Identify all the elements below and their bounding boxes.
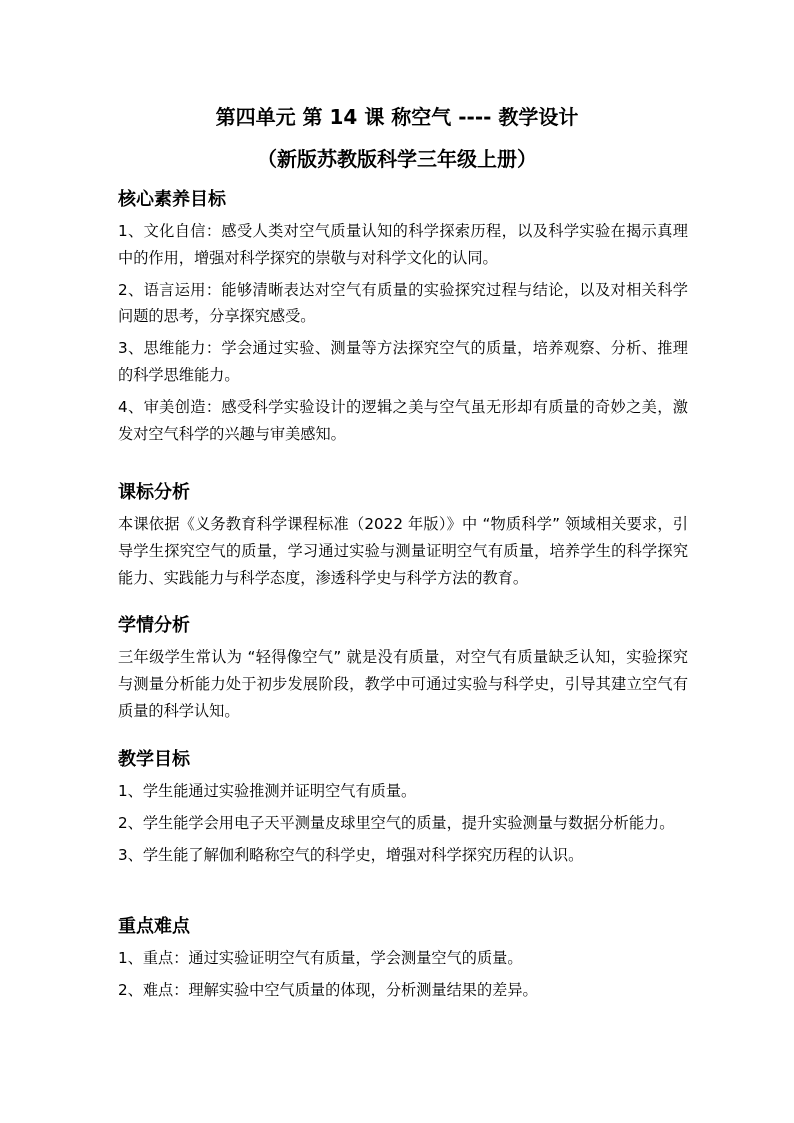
list-item: 4、审美创造：感受科学实验设计的逻辑之美与空气虽无形却有质量的奇妙之美，激发对空气科学的兴趣与审美感知。 bbox=[118, 397, 688, 443]
section-heading: 学情分析 bbox=[118, 615, 190, 636]
list-item: 1、学生能通过实验推测并证明空气有质量。 bbox=[118, 782, 417, 800]
section-key-difficult-points bbox=[118, 915, 688, 1004]
section-heading: 重点难点 bbox=[118, 916, 190, 937]
list-item: 3、学生能了解伽利略称空气的科学史，增强对科学探究历程的认识。 bbox=[118, 845, 584, 864]
section-learner-analysis bbox=[118, 614, 688, 724]
paragraph: 本课依据《义务教育科学课程标准（2022 年版）》中 “物质科学” 领域相关要求，引导学生探究空气的质量，学习通过实验与测量证明空气有质量，培养学生的科学探究能力、实践能力与科学态度，渗透科学史与科学方法的教育。 bbox=[118, 515, 688, 587]
list-item: 1、重点：通过实验证明空气有质量，学会测量空气的质量。 bbox=[118, 949, 523, 967]
section-core-literacy bbox=[118, 188, 688, 447]
section-curriculum-analysis bbox=[118, 481, 688, 591]
section-teaching-objectives bbox=[118, 748, 688, 868]
list-item: 3、思维能力：学会通过实验、测量等方法探究空气的质量，培养观察、分析、推理的科学思维能力。 bbox=[118, 339, 688, 384]
list-item: 2、难点：理解实验中空气质量的体现，分析测量结果的差异。 bbox=[118, 980, 538, 999]
document-subtitle: （新版苏教版科学三年级上册） bbox=[257, 147, 537, 171]
section-heading: 课标分析 bbox=[118, 482, 190, 503]
list-item: 1、文化自信：感受人类对空气质量认知的科学探索历程，以及科学实验在揭示真理中的作用，增强对科学探究的崇敬与对科学文化的认同。 bbox=[118, 222, 688, 267]
section-heading: 核心素养目标 bbox=[118, 189, 226, 210]
document-title: 第四单元 第 14 课 称空气 ---- 教学设计 bbox=[215, 105, 579, 129]
list-item: 2、语言运用：能够清晰表达对空气有质量的实验探究过程与结论，以及对相关科学问题的思考，分享探究感受。 bbox=[118, 280, 688, 326]
section-heading: 教学目标 bbox=[118, 749, 190, 770]
list-item: 2、学生能学会用电子天平测量皮球里空气的质量，提升实验测量与数据分析能力。 bbox=[118, 813, 675, 832]
paragraph: 三年级学生常认为 “轻得像空气” 就是没有质量，对空气有质量缺乏认知，实验探究与测量分析能力处于初步发展阶段，教学中可通过实验与科学史，引导其建立空气有质量的科学认知。 bbox=[118, 648, 688, 720]
